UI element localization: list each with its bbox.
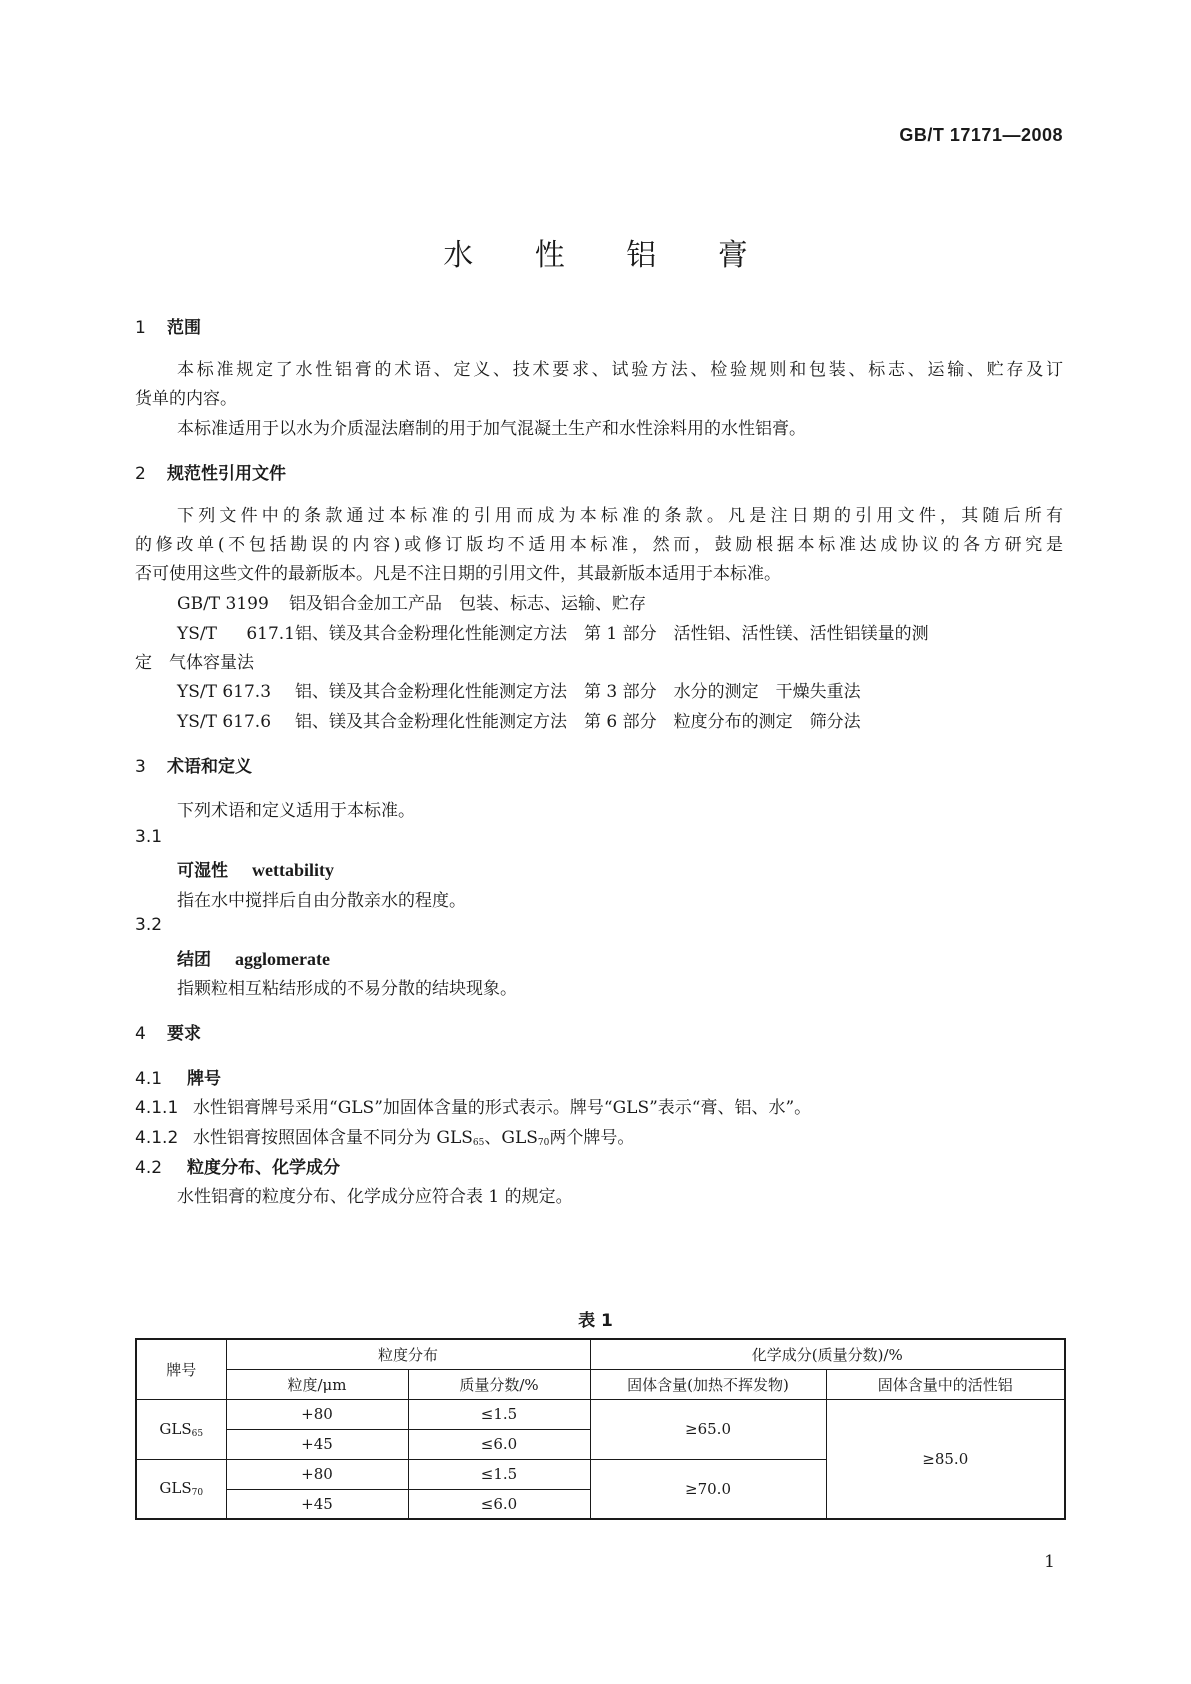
header-grade: 牌号 (136, 1339, 226, 1399)
grade-cell (136, 1399, 226, 1459)
paragraph: 水性铝膏的粒度分布、化学成分应符合表 1 的规定。 (177, 1187, 573, 1207)
term-entry (177, 856, 334, 881)
particle-size-cell: +45 (226, 1489, 408, 1519)
reference-code: YS/T 617.6 (177, 712, 272, 732)
active-aluminum-cell: ≥85.0 (826, 1399, 1065, 1519)
clause-text: 水性铝膏按照固体含量不同分为 GLS (193, 1128, 473, 1148)
subsection-4-1-heading (135, 1064, 221, 1089)
mass-fraction-cell: ≤1.5 (408, 1399, 590, 1429)
clause-text: 、GLS (484, 1128, 538, 1148)
clause-number: 4.1.1 (135, 1098, 179, 1118)
paragraph-line: 货单的内容。 (135, 389, 237, 409)
subsection-title: 牌号 (187, 1069, 221, 1089)
reference-title: 铝、镁及其合金粉理化性能测定方法 第 6 部分 粒度分布的测定 筛分法 (295, 712, 861, 732)
solid-content-cell: ≥65.0 (590, 1399, 826, 1459)
term-definition: 指在水中搅拌后自由分散亲水的程度。 (177, 891, 466, 911)
subsection-title: 粒度分布、化学成分 (187, 1158, 340, 1178)
subsection-number: 4.1 (135, 1069, 163, 1089)
grade-subscript: 70 (537, 1138, 550, 1148)
grade-name: GLS (159, 1479, 192, 1498)
solid-content-cell: ≥70.0 (590, 1459, 826, 1519)
grade-subscript: 65 (472, 1138, 485, 1148)
subsection-4-2-heading (135, 1153, 340, 1178)
reference-title: 铝、镁及其合金粉理化性能测定方法 第 1 部分 活性铝、活性镁、活性铝镁量的测 (295, 624, 929, 644)
section-number: 3 (135, 757, 146, 777)
header-particle-distribution: 粒度分布 (226, 1339, 590, 1369)
section-number: 1 (135, 318, 146, 338)
reference-item (177, 589, 646, 614)
section-title: 范围 (167, 318, 201, 338)
grade-cell (136, 1459, 226, 1519)
reference-title-cont: 定 气体容量法 (135, 653, 254, 673)
table-row (136, 1399, 1065, 1429)
grade-subscript: 65 (191, 1428, 204, 1439)
paragraph: 下列术语和定义适用于本标准。 (177, 801, 415, 821)
particle-size-cell: +80 (226, 1459, 408, 1489)
section-2-heading (135, 459, 286, 484)
term-english: agglomerate (235, 949, 330, 969)
section-number: 2 (135, 464, 146, 484)
clause-number: 4.1.2 (135, 1128, 179, 1148)
header-solid-content: 固体含量(加热不挥发物) (590, 1369, 826, 1399)
grade-subscript: 70 (191, 1488, 204, 1499)
table-caption: 表 1 (578, 1311, 613, 1331)
page-number: 1 (1044, 1552, 1055, 1572)
section-number: 4 (135, 1024, 146, 1044)
section-title: 规范性引用文件 (167, 464, 286, 484)
header-mass-fraction: 质量分数/% (408, 1369, 590, 1399)
paragraph: 本标准适用于以水为介质湿法磨制的用于加气混凝土生产和水性涂料用的水性铝膏。 (177, 419, 806, 439)
paragraph-line: 的修改单(不包括勘误的内容)或修订版均不适用本标准，然而，鼓励根据本标准达成协议的各方研究是 (135, 535, 1063, 555)
section-title: 要求 (167, 1024, 201, 1044)
mass-fraction-cell: ≤6.0 (408, 1489, 590, 1519)
term-definition: 指颗粒相互粘结形成的不易分散的结块现象。 (177, 979, 517, 999)
paragraph-line: 下列文件中的条款通过本标准的引用而成为本标准的条款。凡是注日期的引用文件，其随后所有 (177, 506, 1063, 526)
section-title: 术语和定义 (167, 757, 252, 777)
clause-text: 两个牌号。 (549, 1128, 635, 1148)
mass-fraction-cell: ≤6.0 (408, 1429, 590, 1459)
particle-size-cell: +45 (226, 1429, 408, 1459)
table-1 (135, 1338, 1066, 1520)
term-english: wettability (252, 860, 334, 880)
document-title: 水 性 铝 膏 (443, 238, 774, 273)
section-3-heading (135, 752, 252, 777)
reference-item (177, 619, 1063, 644)
paragraph-line: 否可使用这些文件的最新版本。凡是不注日期的引用文件，其最新版本适用于本标准。 (135, 564, 781, 584)
section-4-heading (135, 1019, 201, 1044)
paragraph-line: 本标准规定了水性铝膏的术语、定义、技术要求、试验方法、检验规则和包装、标志、运输、贮存及订 (177, 360, 1063, 380)
reference-code: YS/T 617.3 (177, 682, 272, 702)
reference-code: YS/T 617.1 (177, 624, 295, 644)
reference-item (177, 707, 861, 732)
reference-code: GB/T 3199 (177, 594, 269, 614)
term-number: 3.2 (135, 915, 163, 935)
reference-title: 铝及铝合金加工产品 包装、标志、运输、贮存 (289, 594, 646, 614)
reference-item (177, 677, 861, 702)
term-chinese: 可湿性 (177, 861, 228, 881)
mass-fraction-cell: ≤1.5 (408, 1459, 590, 1489)
term-entry (177, 945, 330, 970)
particle-size-cell: +80 (226, 1399, 408, 1429)
grade-name: GLS (159, 1419, 192, 1438)
clause-4-1-1 (135, 1093, 811, 1118)
clause-4-1-2 (135, 1123, 634, 1148)
term-chinese: 结团 (177, 950, 211, 970)
header-chemical-composition: 化学成分(质量分数)/% (590, 1339, 1065, 1369)
standard-number: GB/T 17171—2008 (899, 125, 1063, 145)
term-number: 3.1 (135, 827, 163, 847)
subsection-number: 4.2 (135, 1158, 163, 1178)
clause-text: 水性铝膏牌号采用“GLS”加固体含量的形式表示。牌号“GLS”表示“膏、铝、水”。 (193, 1098, 812, 1118)
header-particle-size: 粒度/μm (226, 1369, 408, 1399)
header-active-aluminum: 固体含量中的活性铝 (826, 1369, 1065, 1399)
section-1-heading (135, 313, 201, 338)
reference-title: 铝、镁及其合金粉理化性能测定方法 第 3 部分 水分的测定 干燥失重法 (295, 682, 861, 702)
